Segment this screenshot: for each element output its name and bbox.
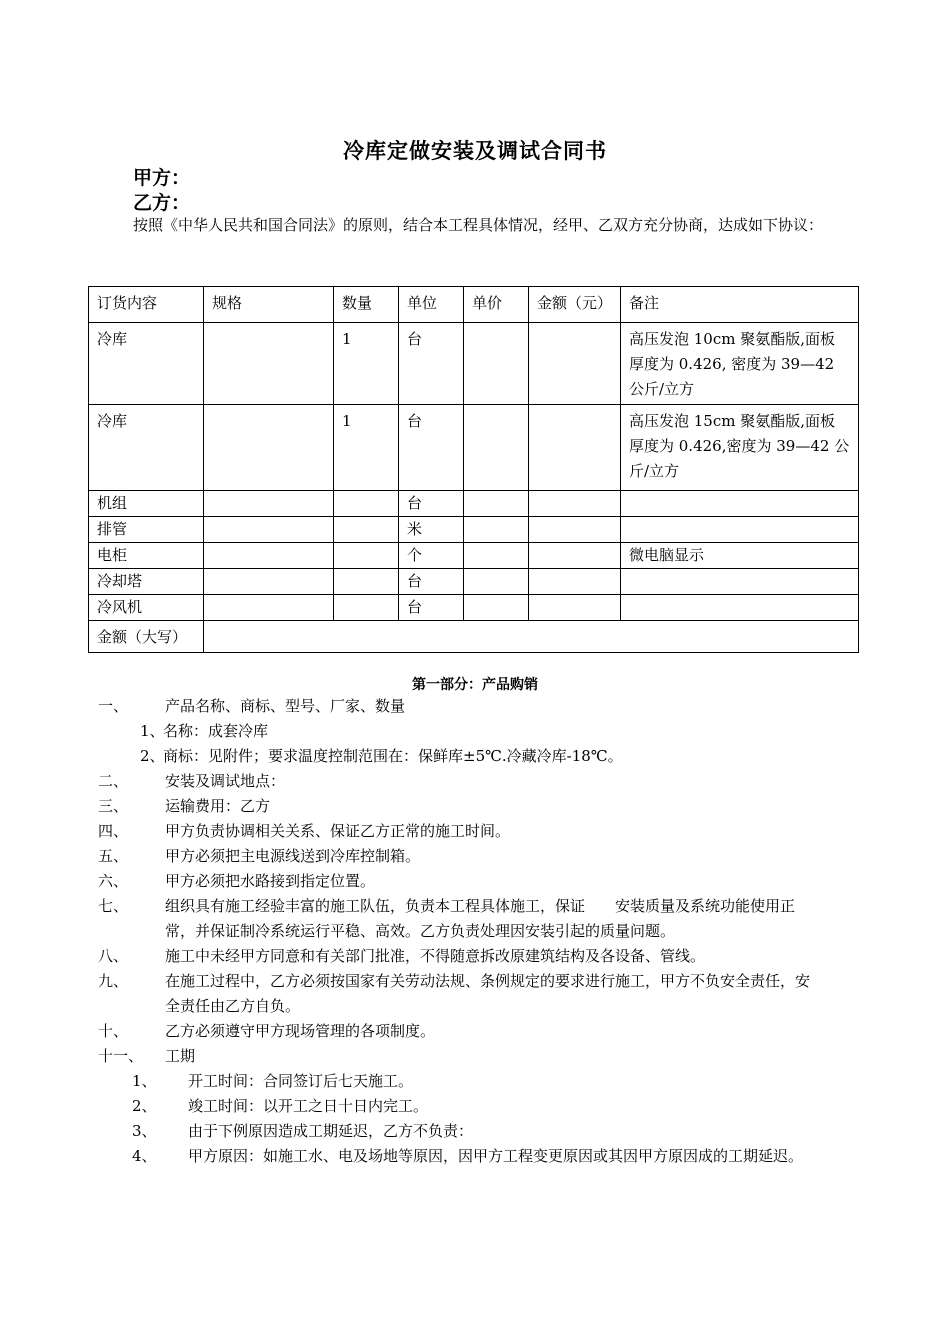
clause-text: 工期 <box>165 1047 196 1065</box>
table-cell <box>464 595 529 621</box>
clause-item <box>0 819 950 844</box>
clause-list <box>0 694 950 1169</box>
table-cell: 机组 <box>89 491 204 517</box>
order-table <box>88 286 859 653</box>
table-cell <box>529 491 621 517</box>
clause-item <box>0 1119 950 1144</box>
table-cell <box>204 595 334 621</box>
table-cell <box>334 595 399 621</box>
table-row <box>89 517 859 543</box>
table-cell <box>621 517 859 543</box>
table-row <box>89 595 859 621</box>
table-total-row <box>89 621 859 653</box>
table-cell: 微电脑显示 <box>621 543 859 569</box>
clause-item <box>0 744 950 769</box>
clause-item <box>0 869 950 894</box>
clause-item <box>0 944 950 969</box>
clause-item <box>0 1144 950 1169</box>
clause-number: 2、 <box>140 747 165 765</box>
clause-item <box>0 844 950 869</box>
table-cell: 台 <box>399 569 464 595</box>
table-cell <box>464 569 529 595</box>
table-cell <box>464 405 529 491</box>
clause-item <box>0 794 950 819</box>
clause-item <box>0 719 950 744</box>
clause-number: 七、 <box>98 897 129 915</box>
table-cell: 米 <box>399 517 464 543</box>
intro-paragraph: 按照《中华人民共和国合同法》的原则，结合本工程具体情况，经甲、乙双方充分协商，达成如下协议： <box>133 216 824 234</box>
table-cell <box>464 543 529 569</box>
clause-number: 1、 <box>140 722 165 740</box>
clause-number: 三、 <box>98 797 129 815</box>
clause-number: 四、 <box>98 822 129 840</box>
table-cell <box>621 569 859 595</box>
table-cell: 冷却塔 <box>89 569 204 595</box>
table-header-cell: 备注 <box>621 287 859 323</box>
table-row <box>89 543 859 569</box>
clause-number: 十、 <box>98 1022 129 1040</box>
clause-item <box>0 1044 950 1069</box>
clause-text: 开工时间：合同签订后七天施工。 <box>188 1072 414 1090</box>
table-cell <box>204 491 334 517</box>
table-cell: 个 <box>399 543 464 569</box>
table-cell: 1 <box>334 405 399 491</box>
clause-item <box>0 769 950 794</box>
table-cell: 台 <box>399 595 464 621</box>
table-row <box>89 323 859 405</box>
clause-number: 八、 <box>98 947 129 965</box>
table-cell: 台 <box>399 491 464 517</box>
table-cell: 冷风机 <box>89 595 204 621</box>
clause-number: 十一、 <box>98 1047 144 1065</box>
table-cell <box>529 323 621 405</box>
clause-text: 施工中未经甲方同意和有关部门批准，不得随意拆改原建筑结构及各设备、管线。 <box>165 947 706 965</box>
table-cell <box>529 569 621 595</box>
table-cell <box>529 405 621 491</box>
clause-text: 竣工时间：以开工之日十日内完工。 <box>188 1097 429 1115</box>
clause-number: 1、 <box>132 1072 157 1090</box>
clause-text: 甲方必须把水路接到指定位置。 <box>165 872 376 890</box>
total-value-cell <box>204 621 859 653</box>
clause-text: 甲方原因：如施工水、电及场地等原因，因甲方工程变更原因或其因甲方原因成的工期延迟。 <box>188 1147 804 1165</box>
clause-text: 由于下例原因造成工期延迟，乙方不负责： <box>188 1122 474 1140</box>
table-row <box>89 405 859 491</box>
document-title: 冷库定做安装及调试合同书 <box>343 139 607 163</box>
table-cell <box>464 323 529 405</box>
table-cell <box>204 543 334 569</box>
table-row <box>89 491 859 517</box>
table-header-cell: 数量 <box>334 287 399 323</box>
table-cell <box>334 517 399 543</box>
table-cell <box>334 543 399 569</box>
table-cell <box>529 595 621 621</box>
table-header-row <box>89 287 859 323</box>
table-cell: 排管 <box>89 517 204 543</box>
table-cell <box>334 491 399 517</box>
clause-text: 组织具有施工经验丰富的施工队伍，负责本工程具体施工，保证 安装质量及系统功能使用正常，并保证制冷系统运行平稳、高效。乙方负责处理因安装引起的质量问题。 <box>165 897 796 940</box>
table-cell <box>204 569 334 595</box>
table-cell: 台 <box>399 405 464 491</box>
table-cell <box>529 517 621 543</box>
table-cell <box>204 405 334 491</box>
table-header-cell: 订货内容 <box>89 287 204 323</box>
clause-text: 甲方负责协调相关关系、保证乙方正常的施工时间。 <box>165 822 511 840</box>
total-label-cell: 金额（大写） <box>89 621 204 653</box>
clause-item <box>0 969 950 1019</box>
table-header-cell: 金额（元） <box>529 287 621 323</box>
clause-number: 一、 <box>98 697 129 715</box>
clause-item <box>0 694 950 719</box>
clause-number: 五、 <box>98 847 129 865</box>
clause-number: 3、 <box>132 1122 157 1140</box>
table-row <box>89 569 859 595</box>
party-b-label: 乙方： <box>133 192 191 214</box>
table-cell: 电柜 <box>89 543 204 569</box>
table-cell: 冷库 <box>89 405 204 491</box>
clause-item <box>0 894 950 944</box>
table-cell <box>621 595 859 621</box>
table-cell <box>464 491 529 517</box>
table-cell: 高压发泡 15cm 聚氨酯版,面板厚度为 0.426,密度为 39—42 公斤/立方 <box>621 405 859 491</box>
clause-text: 在施工过程中，乙方必须按国家有关劳动法规、条例规定的要求进行施工，甲方不负安全责任，安全责任由乙方自负。 <box>165 972 811 1015</box>
table-cell: 高压发泡 10cm 聚氨酯版,面板厚度为 0.426, 密度为 39—42 公斤/立方 <box>621 323 859 405</box>
table-header-cell: 规格 <box>204 287 334 323</box>
clause-text: 商标：见附件；要求温度控制范围在：保鲜库±5℃.冷藏冷库-18℃。 <box>163 747 623 765</box>
table-cell <box>529 543 621 569</box>
clause-item <box>0 1019 950 1044</box>
clause-text: 名称：成套冷库 <box>163 722 269 740</box>
table-cell <box>464 517 529 543</box>
clause-text: 产品名称、商标、型号、厂家、数量 <box>165 697 406 715</box>
clause-number: 六、 <box>98 872 129 890</box>
table-cell <box>334 569 399 595</box>
table-header-cell: 单位 <box>399 287 464 323</box>
clause-number: 九、 <box>98 972 129 990</box>
party-a-label: 甲方： <box>133 167 191 189</box>
table-cell: 台 <box>399 323 464 405</box>
table-cell <box>621 491 859 517</box>
table-cell: 冷库 <box>89 323 204 405</box>
clause-text: 安装及调试地点： <box>165 772 286 790</box>
clause-item <box>0 1094 950 1119</box>
table-header-cell: 单价 <box>464 287 529 323</box>
clause-text: 运输费用：乙方 <box>165 797 271 815</box>
table-cell <box>204 323 334 405</box>
section-title: 第一部分：产品购销 <box>412 677 538 693</box>
clause-number: 二、 <box>98 772 129 790</box>
clause-item <box>0 1069 950 1094</box>
table-cell <box>204 517 334 543</box>
clause-text: 乙方必须遵守甲方现场管理的各项制度。 <box>165 1022 436 1040</box>
clause-text: 甲方必须把主电源线送到冷库控制箱。 <box>165 847 421 865</box>
clause-number: 2、 <box>132 1097 157 1115</box>
clause-number: 4、 <box>132 1147 157 1165</box>
table-cell: 1 <box>334 323 399 405</box>
